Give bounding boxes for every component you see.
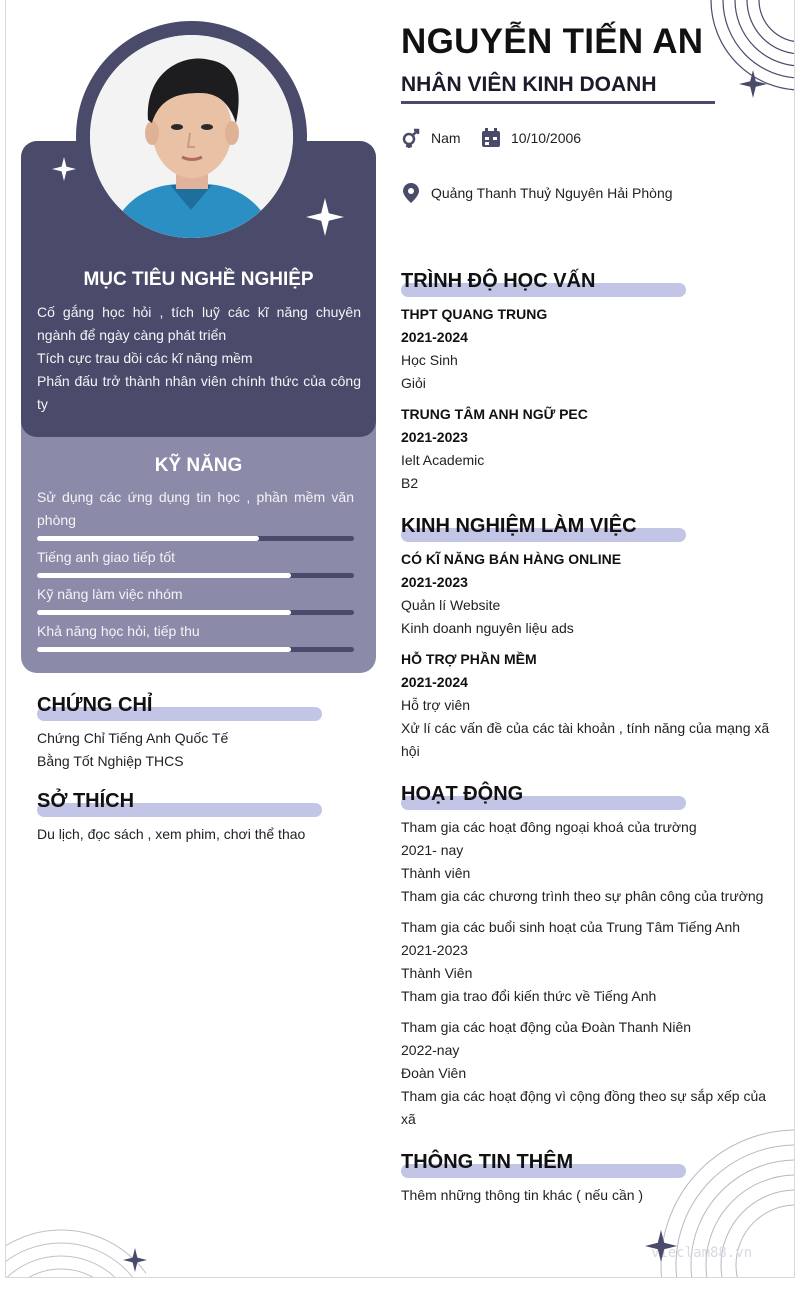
address-info [401, 182, 673, 204]
activity-desc: Tham gia các hoạt động vì cộng đồng theo sự sắp xếp của xã [401, 1088, 767, 1127]
experience-name: HỖ TRỢ PHẦN MỀM [401, 651, 537, 667]
additional-text: Thêm những thông tin khác ( nếu cần ) [401, 1187, 644, 1203]
skill-fill [37, 610, 291, 615]
school-name: TRUNG TÂM ANH NGỮ PEC [401, 406, 588, 422]
activity-role: Thành viên [401, 865, 471, 881]
experience-period: 2021-2024 [401, 674, 468, 690]
full-name: NGUYỄN TIẾN AN [401, 22, 704, 61]
education-result: Giỏi [401, 375, 426, 391]
skill-fill [37, 536, 259, 541]
activity-org: Tham gia các hoạt đông ngoại khoá của trường [401, 819, 697, 835]
position-underline [401, 101, 715, 104]
activities-title: HOẠT ĐỘNG [401, 783, 524, 805]
activity-role: Đoàn Viên [401, 1065, 467, 1081]
hobbies-heading [37, 790, 134, 813]
certificates-title: CHỨNG CHỈ [37, 694, 153, 716]
activity-period: 2022-nay [401, 1042, 460, 1058]
activity-org: Tham gia các hoạt động của Đoàn Thanh Niên [401, 1019, 692, 1035]
sparkle-icon [306, 198, 344, 236]
activity-desc: Tham gia trao đổi kiến thức về Tiếng Anh [401, 988, 657, 1004]
skill-item [37, 486, 354, 541]
activity-role: Thành Viên [401, 965, 473, 981]
location-pin-icon [401, 182, 421, 204]
education-heading [401, 270, 595, 293]
activity-period: 2021-2023 [401, 942, 468, 958]
experience-item [401, 648, 771, 763]
activities-heading [401, 783, 523, 806]
education-major: Học Sinh [401, 352, 458, 368]
experience-role: Quản lí Website [401, 597, 501, 613]
avatar [90, 35, 293, 238]
experience-period: 2021-2023 [401, 574, 468, 590]
school-name: THPT QUANG TRUNG [401, 306, 548, 322]
certificates-heading [37, 694, 152, 717]
certificate-item: Chứng Chỉ Tiếng Anh Quốc Tế [37, 730, 229, 746]
sparkle-icon [123, 1248, 147, 1272]
sparkle-icon [645, 1230, 677, 1262]
gender-value: Nam [431, 130, 461, 146]
education-period: 2021-2024 [401, 329, 468, 345]
education-item [401, 303, 771, 395]
skill-bar [37, 536, 354, 541]
activity-item [401, 916, 771, 1008]
skill-fill [37, 573, 291, 578]
calendar-icon [481, 128, 501, 148]
activity-desc: Tham gia các chương trình theo sự phân công của trường [401, 888, 764, 904]
certificate-item: Bằng Tốt Nghiệp THCS [37, 753, 184, 769]
additional-title: THÔNG TIN THÊM [401, 1151, 574, 1173]
birthday-value: 10/10/2006 [511, 130, 582, 146]
avatar-frame [76, 21, 307, 252]
experience-title: KINH NGHIỆM LÀM VIỆC [401, 515, 637, 537]
activity-item [401, 1016, 771, 1131]
skill-item [37, 546, 354, 578]
education-title: TRÌNH ĐỘ HỌC VẤN [401, 270, 596, 292]
sparkle-icon [52, 157, 76, 181]
skill-label: Khả năng học hỏi, tiếp thu [37, 623, 200, 639]
objective-line: Phấn đấu trở thành nhân viên chính thức của công ty [37, 373, 361, 412]
experience-item [401, 548, 771, 640]
activity-item [401, 816, 771, 908]
skill-bar [37, 610, 354, 615]
experience-desc: Xử lí các vấn đề của các tài khoản , tính năng của mạng xã hội [401, 720, 770, 759]
gender-icon [401, 128, 421, 148]
skill-label: Sử dụng các ứng dụng tin học , phần mềm văn phòng [37, 489, 354, 528]
education-period: 2021-2023 [401, 429, 468, 445]
sparkle-icon [739, 70, 767, 98]
skill-bar [37, 647, 354, 652]
experience-heading [401, 515, 637, 538]
activity-org: Tham gia các buổi sinh hoạt của Trung Tâm Tiếng Anh [401, 919, 741, 935]
experience-name: CÓ KĨ NĂNG BÁN HÀNG ONLINE [401, 551, 622, 567]
cv-page [5, 0, 795, 1278]
additional-heading [401, 1151, 573, 1174]
watermark: vieclam88.vn [651, 1245, 753, 1261]
skill-label: Tiếng anh giao tiếp tốt [37, 549, 176, 565]
experience-role: Hỗ trợ viên [401, 697, 471, 713]
objective-title: MỤC TIÊU NGHỀ NGHIỆP [83, 269, 314, 290]
objective-text [37, 301, 361, 416]
address-value: Quảng Thanh Thuỷ Nguyên Hải Phòng [431, 185, 673, 201]
birthday-info [481, 128, 581, 148]
objective-line: Cố gắng học hỏi , tích luỹ các kĩ năng chuyên ngành để ngày càng phát triển [37, 304, 361, 343]
education-major: Ielt Academic [401, 452, 485, 468]
education-item [401, 403, 771, 495]
hobbies-title: SỞ THÍCH [37, 790, 135, 812]
hobbies-text: Du lịch, đọc sách , xem phim, chơi thể thao [37, 826, 306, 842]
skill-item [37, 620, 354, 652]
skill-label: Kỹ năng làm việc nhóm [37, 586, 183, 602]
activity-period: 2021- nay [401, 842, 464, 858]
gender-info [401, 128, 461, 148]
experience-desc: Kinh doanh nguyên liệu ads [401, 620, 574, 636]
skills-title: KỸ NĂNG [154, 455, 243, 476]
objective-line: Tích cực trau dồi các kĩ năng mềm [37, 350, 253, 366]
skill-bar [37, 573, 354, 578]
education-result: B2 [401, 475, 419, 491]
job-position: NHÂN VIÊN KINH DOANH [401, 73, 657, 96]
certificates-list [37, 727, 228, 773]
skill-fill [37, 647, 291, 652]
skill-item [37, 583, 354, 615]
